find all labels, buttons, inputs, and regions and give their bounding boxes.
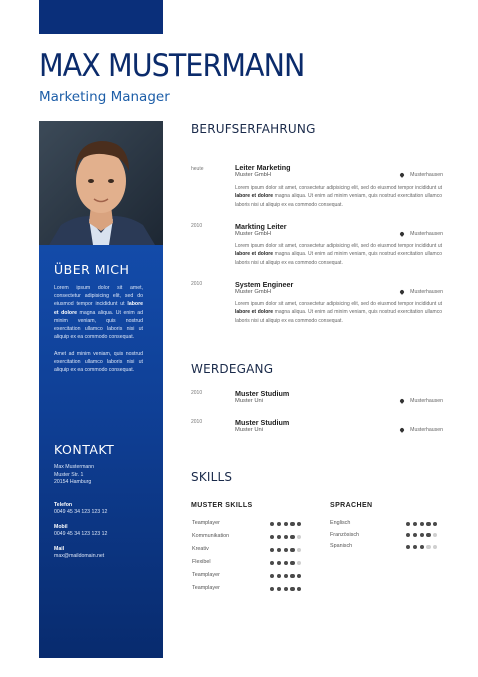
rating-dot — [290, 522, 294, 526]
phone-label: Telefon — [54, 502, 73, 508]
rating-dot — [406, 522, 410, 526]
experience-location: Musterhausen — [400, 172, 443, 178]
experience-job-title: Leiter Marketing — [235, 163, 291, 172]
candidate-role: Marketing Manager — [39, 89, 170, 105]
contact-address-line: 20154 Hamburg — [54, 479, 92, 486]
rating-dot — [426, 545, 430, 549]
rating-dot — [413, 545, 417, 549]
rating-dot — [284, 587, 288, 591]
skill-rating — [270, 548, 301, 552]
rating-dot — [433, 522, 437, 526]
rating-dot — [284, 561, 288, 565]
rating-dot — [420, 533, 424, 537]
rating-dot — [270, 561, 274, 565]
skills-title: SKILLS — [191, 470, 233, 484]
rating-dot — [277, 561, 281, 565]
experience-company: Muster GmbH — [235, 231, 272, 237]
phone-value: 0049 45 34 123 123 12 — [54, 509, 108, 515]
skill-rating — [270, 574, 301, 578]
about-text-2: Amet ad minim veniam, quis nostrud exercitation ullamco laboris nisi ut aliquip ex ea commodo consequat. — [54, 351, 143, 374]
education-school: Muster Uni — [235, 427, 264, 433]
mail-value: max@maildomain.net — [54, 553, 105, 559]
rating-dot — [290, 574, 294, 578]
skill-label: Teamplayer — [192, 585, 220, 591]
mobile-value: 0049 45 34 123 123 12 — [54, 531, 108, 537]
experience-company: Muster GmbH — [235, 289, 272, 295]
skill-rating — [270, 561, 301, 565]
education-year: 2010 — [191, 419, 203, 425]
skill-label: Teamplayer — [192, 520, 220, 526]
rating-dot — [406, 533, 410, 537]
mail-label: Mail — [54, 546, 65, 552]
rating-dot — [290, 535, 294, 539]
rating-dot — [290, 561, 294, 565]
education-year: 2010 — [191, 390, 203, 396]
location-pin-icon — [399, 172, 405, 178]
education-title-item: Muster Studium — [235, 418, 290, 427]
skills-subtitle: MUSTER SKILLS — [191, 502, 253, 509]
rating-dot — [284, 574, 288, 578]
skill-rating — [270, 535, 301, 539]
rating-dot — [413, 522, 417, 526]
skill-label: Teamplayer — [192, 572, 220, 578]
rating-dot — [426, 522, 430, 526]
rating-dot — [270, 587, 274, 591]
rating-dot — [406, 545, 410, 549]
skill-rating — [270, 522, 301, 526]
rating-dot — [413, 533, 417, 537]
rating-dot — [284, 548, 288, 552]
languages-subtitle: SPRACHEN — [330, 502, 373, 509]
education-title: WERDEGANG — [191, 362, 274, 376]
mobile-label: Mobil — [54, 524, 68, 530]
rating-dot — [297, 535, 301, 539]
education-location: Musterhausen — [400, 427, 443, 433]
contact-address-line: Max Mustermann — [54, 464, 95, 470]
skill-label: Kommunikation — [192, 533, 230, 539]
rating-dot — [420, 545, 424, 549]
experience-year: 2010 — [191, 223, 203, 229]
location-pin-icon — [399, 289, 405, 295]
experience-year: 2010 — [191, 281, 203, 287]
rating-dot — [290, 587, 294, 591]
header-accent-bar — [39, 0, 163, 34]
contact-title: KONTAKT — [54, 442, 115, 457]
skill-label: Kreativ — [192, 546, 209, 552]
rating-dot — [297, 522, 301, 526]
rating-dot — [270, 548, 274, 552]
rating-dot — [277, 574, 281, 578]
rating-dot — [270, 574, 274, 578]
experience-company: Muster GmbH — [235, 172, 272, 178]
experience-description: Lorem ipsum dolor sit amet, consectetur adipisicing elit, sed do eiusmod tempor incididunt ut labore et dolore magna aliqua. Ut enim ad minim veniam, quis nostrud exercitation ullamco laboris nisi ut aliquip ex ea commodo consequat. — [235, 301, 442, 324]
location-pin-icon — [399, 398, 405, 404]
experience-job-title: System Engineer — [235, 280, 294, 289]
rating-dot — [284, 522, 288, 526]
about-title: ÜBER MICH — [54, 262, 130, 277]
experience-location: Musterhausen — [400, 231, 443, 237]
education-location: Musterhausen — [400, 398, 443, 404]
experience-description: Lorem ipsum dolor sit amet, consectetur adipisicing elit, sed do eiusmod tempor incididunt ut labore et dolore magna aliqua. Ut enim ad minim veniam, quis nostrud exercitation ullamco laboris nisi ut aliquip ex ea commodo consequat. — [235, 243, 442, 266]
contact-address-line: Muster Str. 1 — [54, 471, 84, 478]
experience-description: Lorem ipsum dolor sit amet, consectetur adipisicing elit, sed do eiusmod tempor incididunt ut labore et dolore magna aliqua. Ut enim ad minim veniam, quis nostrud exercitation ullamco laboris nisi ut aliquip ex ea commodo consequat. — [235, 185, 442, 208]
rating-dot — [297, 561, 301, 565]
rating-dot — [297, 574, 301, 578]
about-text: Lorem ipsum dolor sit amet, consectetur adipisicing elit, sed do eiusmod tempor incididunt ut labore et dolore magna aliqua. Ut enim ad minim veniam, quis nostrud exercitation ullamco laboris nisi ut aliquip ex ea commodo consequat. — [54, 285, 143, 341]
rating-dot — [420, 522, 424, 526]
rating-dot — [297, 548, 301, 552]
rating-dot — [426, 533, 430, 537]
rating-dot — [277, 522, 281, 526]
skill-label: Flexibel — [192, 559, 211, 565]
language-rating — [406, 545, 437, 549]
rating-dot — [433, 545, 437, 549]
location-pin-icon — [399, 231, 405, 237]
rating-dot — [277, 587, 281, 591]
candidate-name: MAX MUSTERMANN — [39, 48, 305, 84]
rating-dot — [284, 535, 288, 539]
skill-rating — [270, 587, 301, 591]
rating-dot — [433, 533, 437, 537]
experience-location: Musterhausen — [400, 289, 443, 295]
rating-dot — [290, 548, 294, 552]
language-rating — [406, 533, 437, 537]
language-rating — [406, 522, 437, 526]
rating-dot — [297, 587, 301, 591]
rating-dot — [270, 535, 274, 539]
location-pin-icon — [399, 427, 405, 433]
experience-job-title: Markting Leiter — [235, 222, 287, 231]
language-label: Spanisch — [330, 543, 353, 549]
language-label: Französisch — [330, 531, 360, 538]
experience-year: heute — [191, 166, 204, 172]
rating-dot — [277, 535, 281, 539]
experience-title: BERUFSERFAHRUNG — [191, 122, 316, 136]
language-label: Englisch — [330, 520, 351, 526]
rating-dot — [270, 522, 274, 526]
education-school: Muster Uni — [235, 398, 264, 404]
rating-dot — [277, 548, 281, 552]
profile-photo — [39, 121, 163, 245]
education-title-item: Muster Studium — [235, 389, 290, 398]
